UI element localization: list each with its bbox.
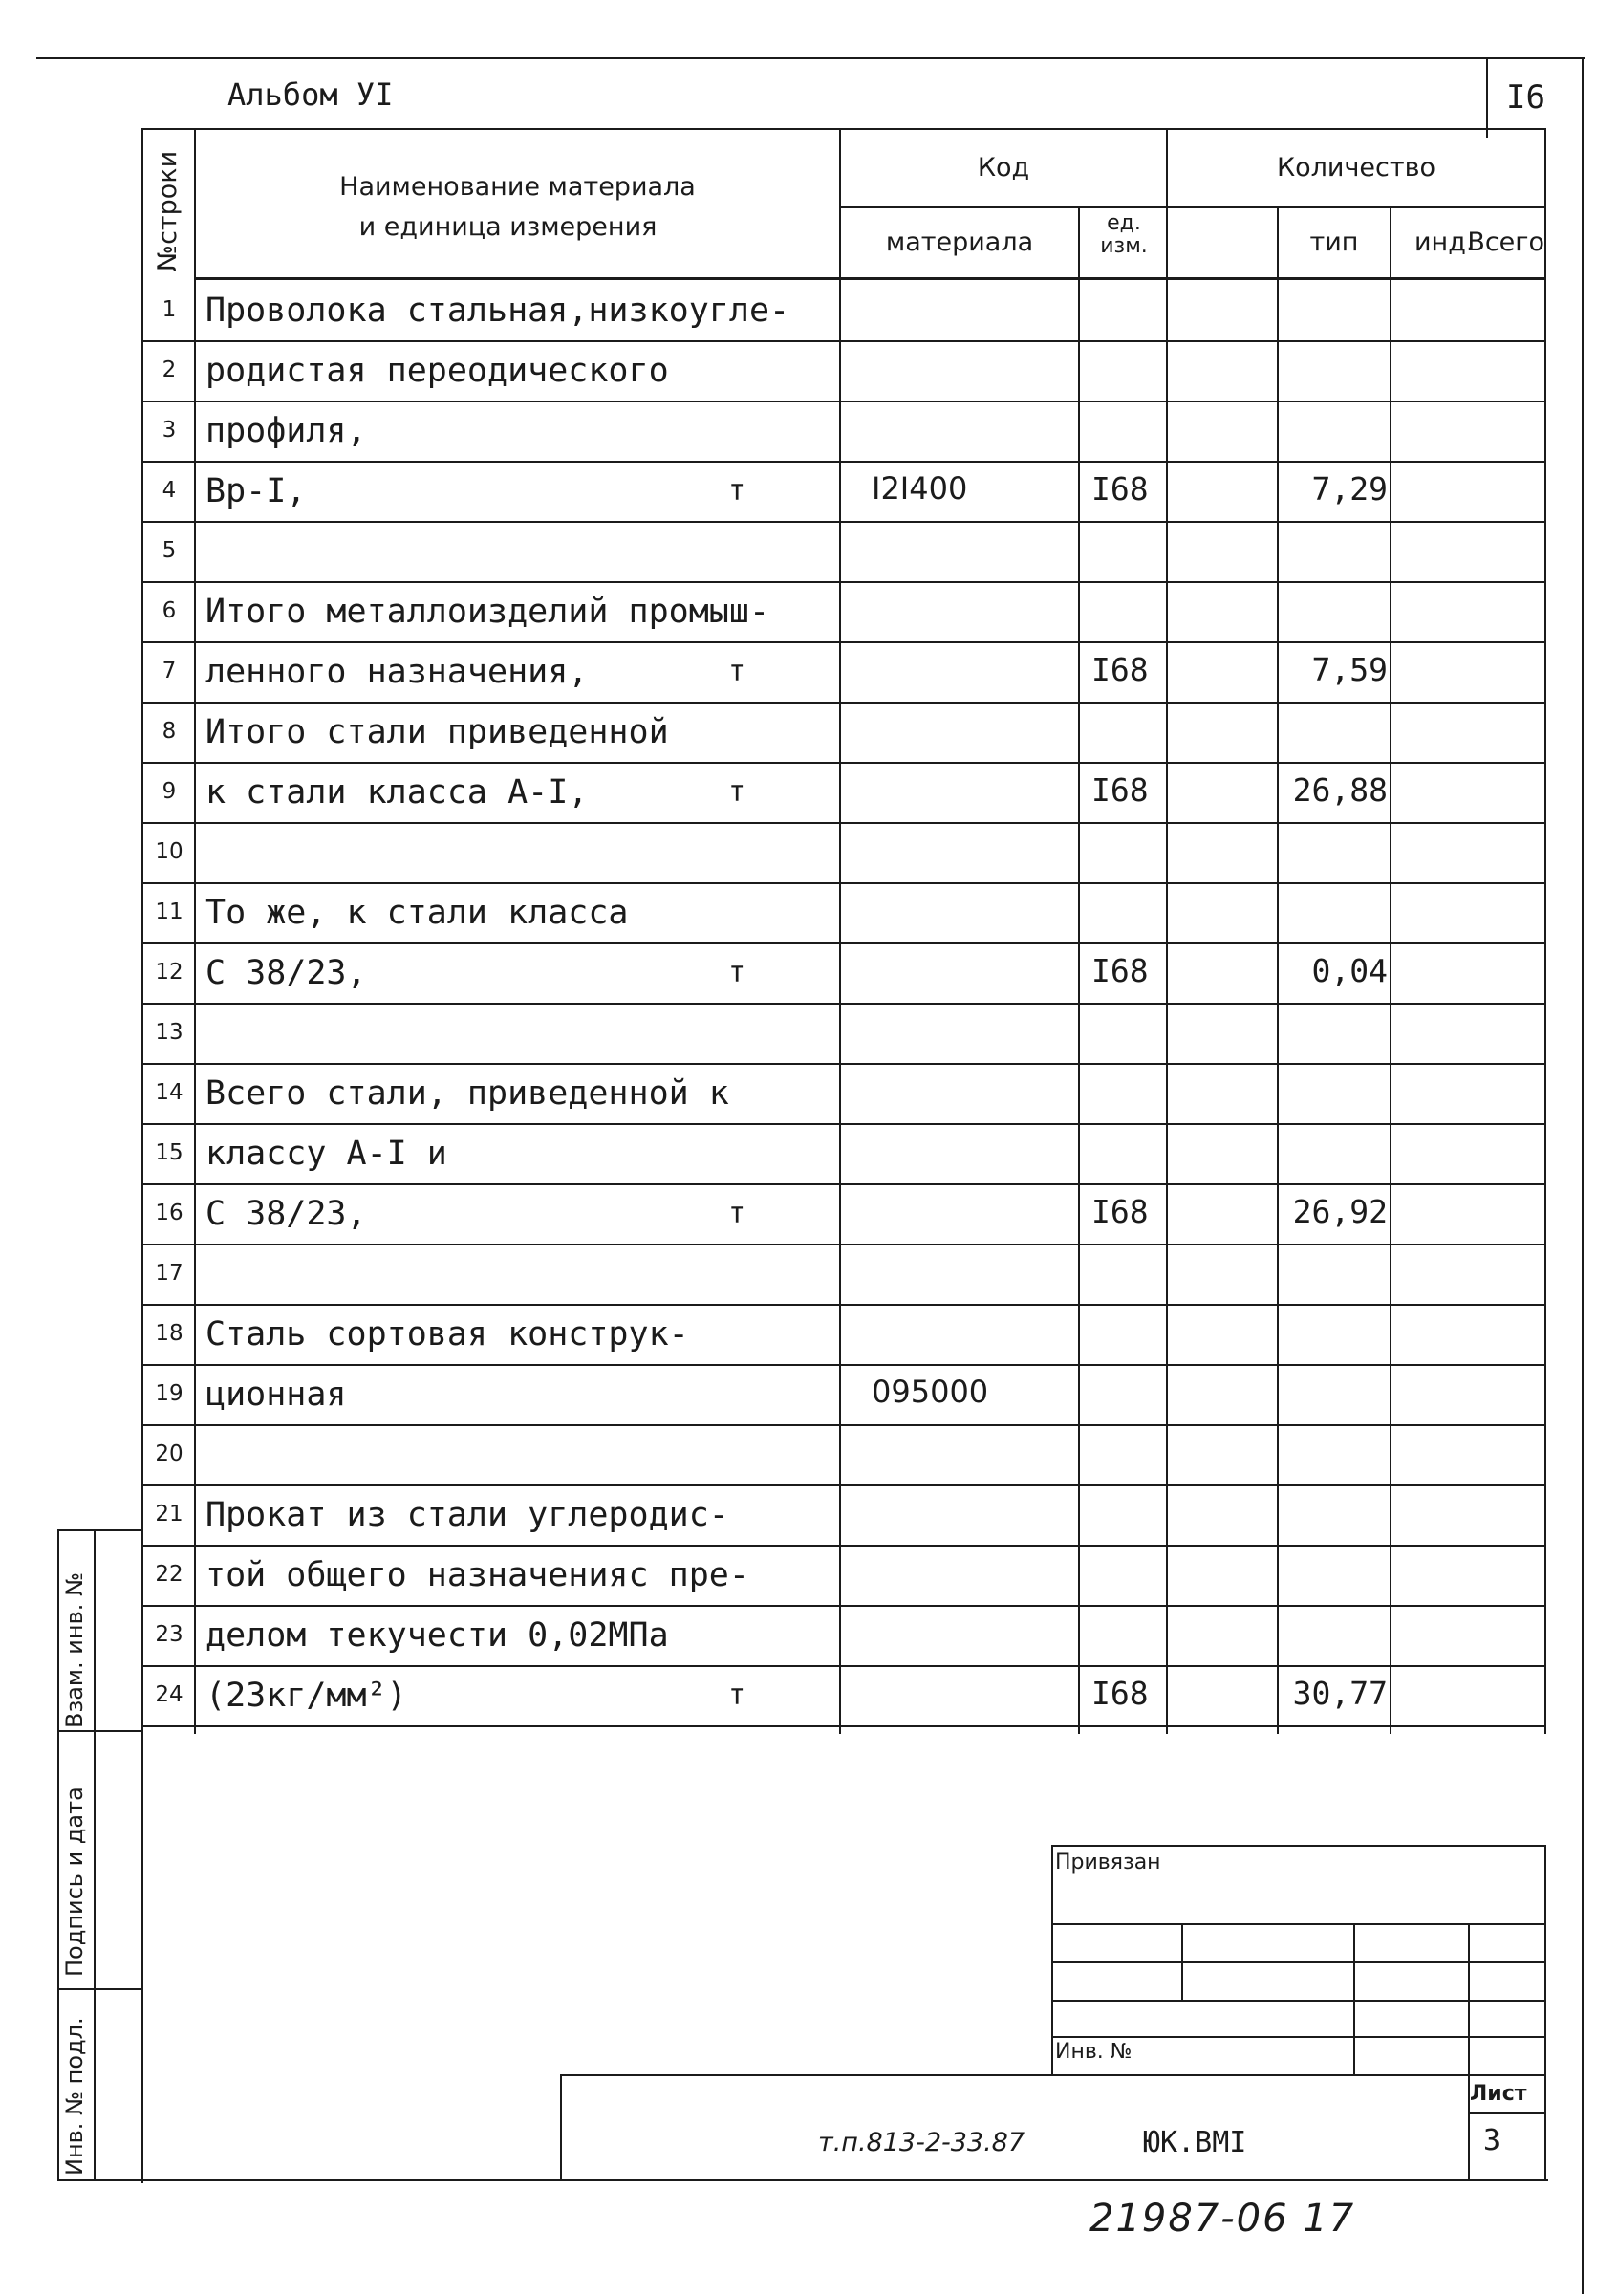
row-divider	[141, 882, 1546, 884]
row-name: Прокат из стали углеродис-	[205, 1496, 729, 1534]
doc-code: т.п.813-2-33.87	[818, 2128, 1025, 2157]
row-name: той общего назначенияс пре-	[205, 1556, 749, 1594]
row-number: 20	[155, 1441, 183, 1466]
row-name: Итого металлоизделий промыш-	[205, 593, 770, 631]
row-qty-ind: 26,88	[1292, 771, 1388, 809]
row-unit-code: I68	[1091, 1193, 1149, 1230]
row-number: 14	[155, 1080, 183, 1105]
title-block-top	[560, 2074, 1546, 2076]
row-divider	[141, 1123, 1546, 1125]
row-number: 12	[155, 960, 183, 985]
header-bottom-line	[194, 277, 1546, 280]
col-type-divider	[1277, 206, 1279, 1734]
header-qty-ind: инд.	[1414, 227, 1475, 257]
row-unit-code: I68	[1091, 651, 1149, 688]
row-name: С 38/23,	[205, 954, 367, 992]
row-number: 2	[162, 357, 177, 382]
row-number: 18	[155, 1321, 183, 1346]
row-divider	[141, 822, 1546, 824]
table-top	[141, 128, 1546, 130]
bottom-number: 21987-06 17	[1089, 2197, 1356, 2241]
table-right	[1544, 128, 1546, 1734]
row-unit: т	[728, 956, 746, 989]
col-unit-divider	[1166, 128, 1168, 1734]
row-divider	[141, 1725, 1546, 1727]
sheet-number: I6	[1506, 78, 1545, 117]
row-name: То же, к стали класса	[205, 894, 629, 932]
row-name: ционная	[205, 1375, 347, 1414]
sheet-number-box-left	[1486, 57, 1488, 138]
side-strip-bottom	[57, 2179, 1548, 2181]
stamp-grid-v1	[1181, 1923, 1183, 2000]
row-divider	[141, 1063, 1546, 1065]
row-material-code: 095000	[872, 1374, 989, 1410]
side-label-podpis-data: Подпись и дата	[61, 1787, 88, 1977]
row-divider	[141, 702, 1546, 704]
col-ind-divider	[1390, 206, 1391, 1734]
row-divider	[141, 340, 1546, 342]
title-block-left	[560, 2074, 562, 2181]
header-qty-type: тип	[1309, 227, 1359, 257]
row-divider	[141, 1545, 1546, 1547]
row-name: Всего стали, приведенной к	[205, 1074, 729, 1113]
col-name-divider	[839, 128, 841, 1734]
row-qty-ind: 26,92	[1292, 1193, 1388, 1230]
row-material-code: I2I400	[872, 470, 968, 507]
row-number: 4	[162, 478, 177, 503]
row-divider	[141, 641, 1546, 643]
stamp-privyazan: Привязан	[1055, 1851, 1161, 1874]
row-number: 19	[155, 1381, 183, 1406]
row-name: (23кг/мм²)	[205, 1677, 407, 1715]
header-name-line1: Наименование материала	[339, 172, 696, 202]
stamp-grid-h1	[1051, 1923, 1546, 1925]
row-divider	[141, 581, 1546, 583]
row-number: 7	[162, 659, 177, 683]
row-number: 10	[155, 839, 183, 864]
side-strip-divider-3	[57, 1988, 143, 1990]
row-number: 23	[155, 1622, 183, 1647]
row-name: С 38/23,	[205, 1195, 367, 1233]
row-name: профиля,	[205, 412, 367, 450]
header-mid-line	[839, 206, 1546, 208]
row-qty-ind: 7,29	[1311, 470, 1388, 508]
row-unit: т	[728, 1197, 746, 1230]
header-name-line2: и единица измерения	[358, 212, 658, 242]
row-name: классу А-I и	[205, 1135, 447, 1173]
row-qty-ind: 7,59	[1311, 651, 1388, 688]
row-divider	[141, 1003, 1546, 1005]
row-number: 16	[155, 1201, 183, 1225]
side-strip-left	[57, 1529, 59, 2179]
row-number: 22	[155, 1562, 183, 1587]
row-unit: т	[728, 1679, 746, 1712]
header-code-unit: ед. изм.	[1100, 211, 1148, 259]
stamp-grid-h3	[1051, 2000, 1546, 2002]
row-number: 6	[162, 598, 177, 623]
row-divider	[141, 1484, 1546, 1486]
row-divider	[141, 1605, 1546, 1607]
stamp-grid-v3	[1468, 1923, 1470, 2181]
stamp-box-right	[1544, 1845, 1546, 2179]
row-name: Сталь сортовая конструк-	[205, 1315, 689, 1354]
row-number: 9	[162, 779, 177, 804]
doc-mark: ЮК.ВМI	[1143, 2126, 1247, 2159]
row-divider	[141, 1244, 1546, 1245]
row-number: 8	[162, 719, 177, 744]
header-quantity: Количество	[1276, 153, 1436, 183]
side-label-vzam-inv: Взам. инв. №	[61, 1572, 88, 1728]
side-label-inv-podl: Инв. № подл.	[61, 2017, 88, 2176]
row-unit: т	[728, 655, 746, 688]
side-strip-divider-2	[57, 1730, 143, 1732]
row-name: ленного назначения,	[205, 653, 589, 691]
row-number: 15	[155, 1140, 183, 1165]
album-title: Альбом УI	[227, 76, 394, 113]
header-code: Код	[977, 153, 1030, 183]
row-name: Итого стали приведенной	[205, 713, 669, 751]
stamp-box-left	[1051, 1845, 1053, 2074]
list-label-line	[1468, 2112, 1546, 2114]
row-divider	[141, 521, 1546, 523]
stamp-inv-no: Инв. №	[1055, 2040, 1133, 2064]
header-qty-total: Всего	[1467, 227, 1544, 257]
row-divider	[141, 1304, 1546, 1306]
row-number: 11	[155, 899, 183, 924]
row-number: 17	[155, 1261, 183, 1286]
header-row-number: №строки	[153, 150, 183, 271]
row-name: родистая переодического	[205, 352, 669, 390]
row-number: 13	[155, 1020, 183, 1045]
row-unit-code: I68	[1091, 470, 1149, 508]
row-unit: т	[728, 474, 746, 508]
row-name: к стали класса А-I,	[205, 773, 589, 812]
row-divider	[141, 1364, 1546, 1366]
row-divider	[141, 401, 1546, 402]
side-strip-divider-1	[57, 1529, 143, 1531]
row-divider	[141, 1424, 1546, 1426]
row-unit-code: I68	[1091, 771, 1149, 809]
row-unit-code: I68	[1091, 952, 1149, 989]
col-code-divider	[1078, 206, 1080, 1734]
top-border	[36, 57, 1585, 59]
sheet-right-border	[1582, 57, 1584, 2294]
row-number: 24	[155, 1682, 183, 1707]
row-unit: т	[728, 775, 746, 809]
stamp-grid-v2	[1353, 1923, 1355, 2074]
row-qty-ind: 30,77	[1292, 1675, 1388, 1712]
list-value: 3	[1483, 2124, 1501, 2157]
row-number: 1	[162, 297, 177, 322]
row-divider	[141, 942, 1546, 944]
row-divider	[141, 461, 1546, 463]
stamp-grid-h4	[1051, 2036, 1546, 2038]
row-divider	[141, 762, 1546, 764]
row-name: Вр-I,	[205, 472, 307, 510]
header-code-material: материала	[885, 227, 1034, 257]
stamp-box-top	[1051, 1845, 1546, 1847]
row-number: 21	[155, 1502, 183, 1527]
row-number: 5	[162, 538, 177, 563]
row-divider	[141, 1183, 1546, 1185]
stamp-grid-h2	[1051, 1961, 1546, 1963]
row-qty-ind: 0,04	[1311, 952, 1388, 989]
row-unit-code: I68	[1091, 1675, 1149, 1712]
row-divider	[141, 1665, 1546, 1667]
list-label: Лист	[1470, 2082, 1527, 2106]
row-name: Проволока стальная,низкоугле-	[205, 292, 790, 330]
row-number: 3	[162, 418, 177, 443]
row-name: делом текучести 0,02МПа	[205, 1616, 669, 1655]
side-strip-inner	[94, 1529, 96, 2179]
